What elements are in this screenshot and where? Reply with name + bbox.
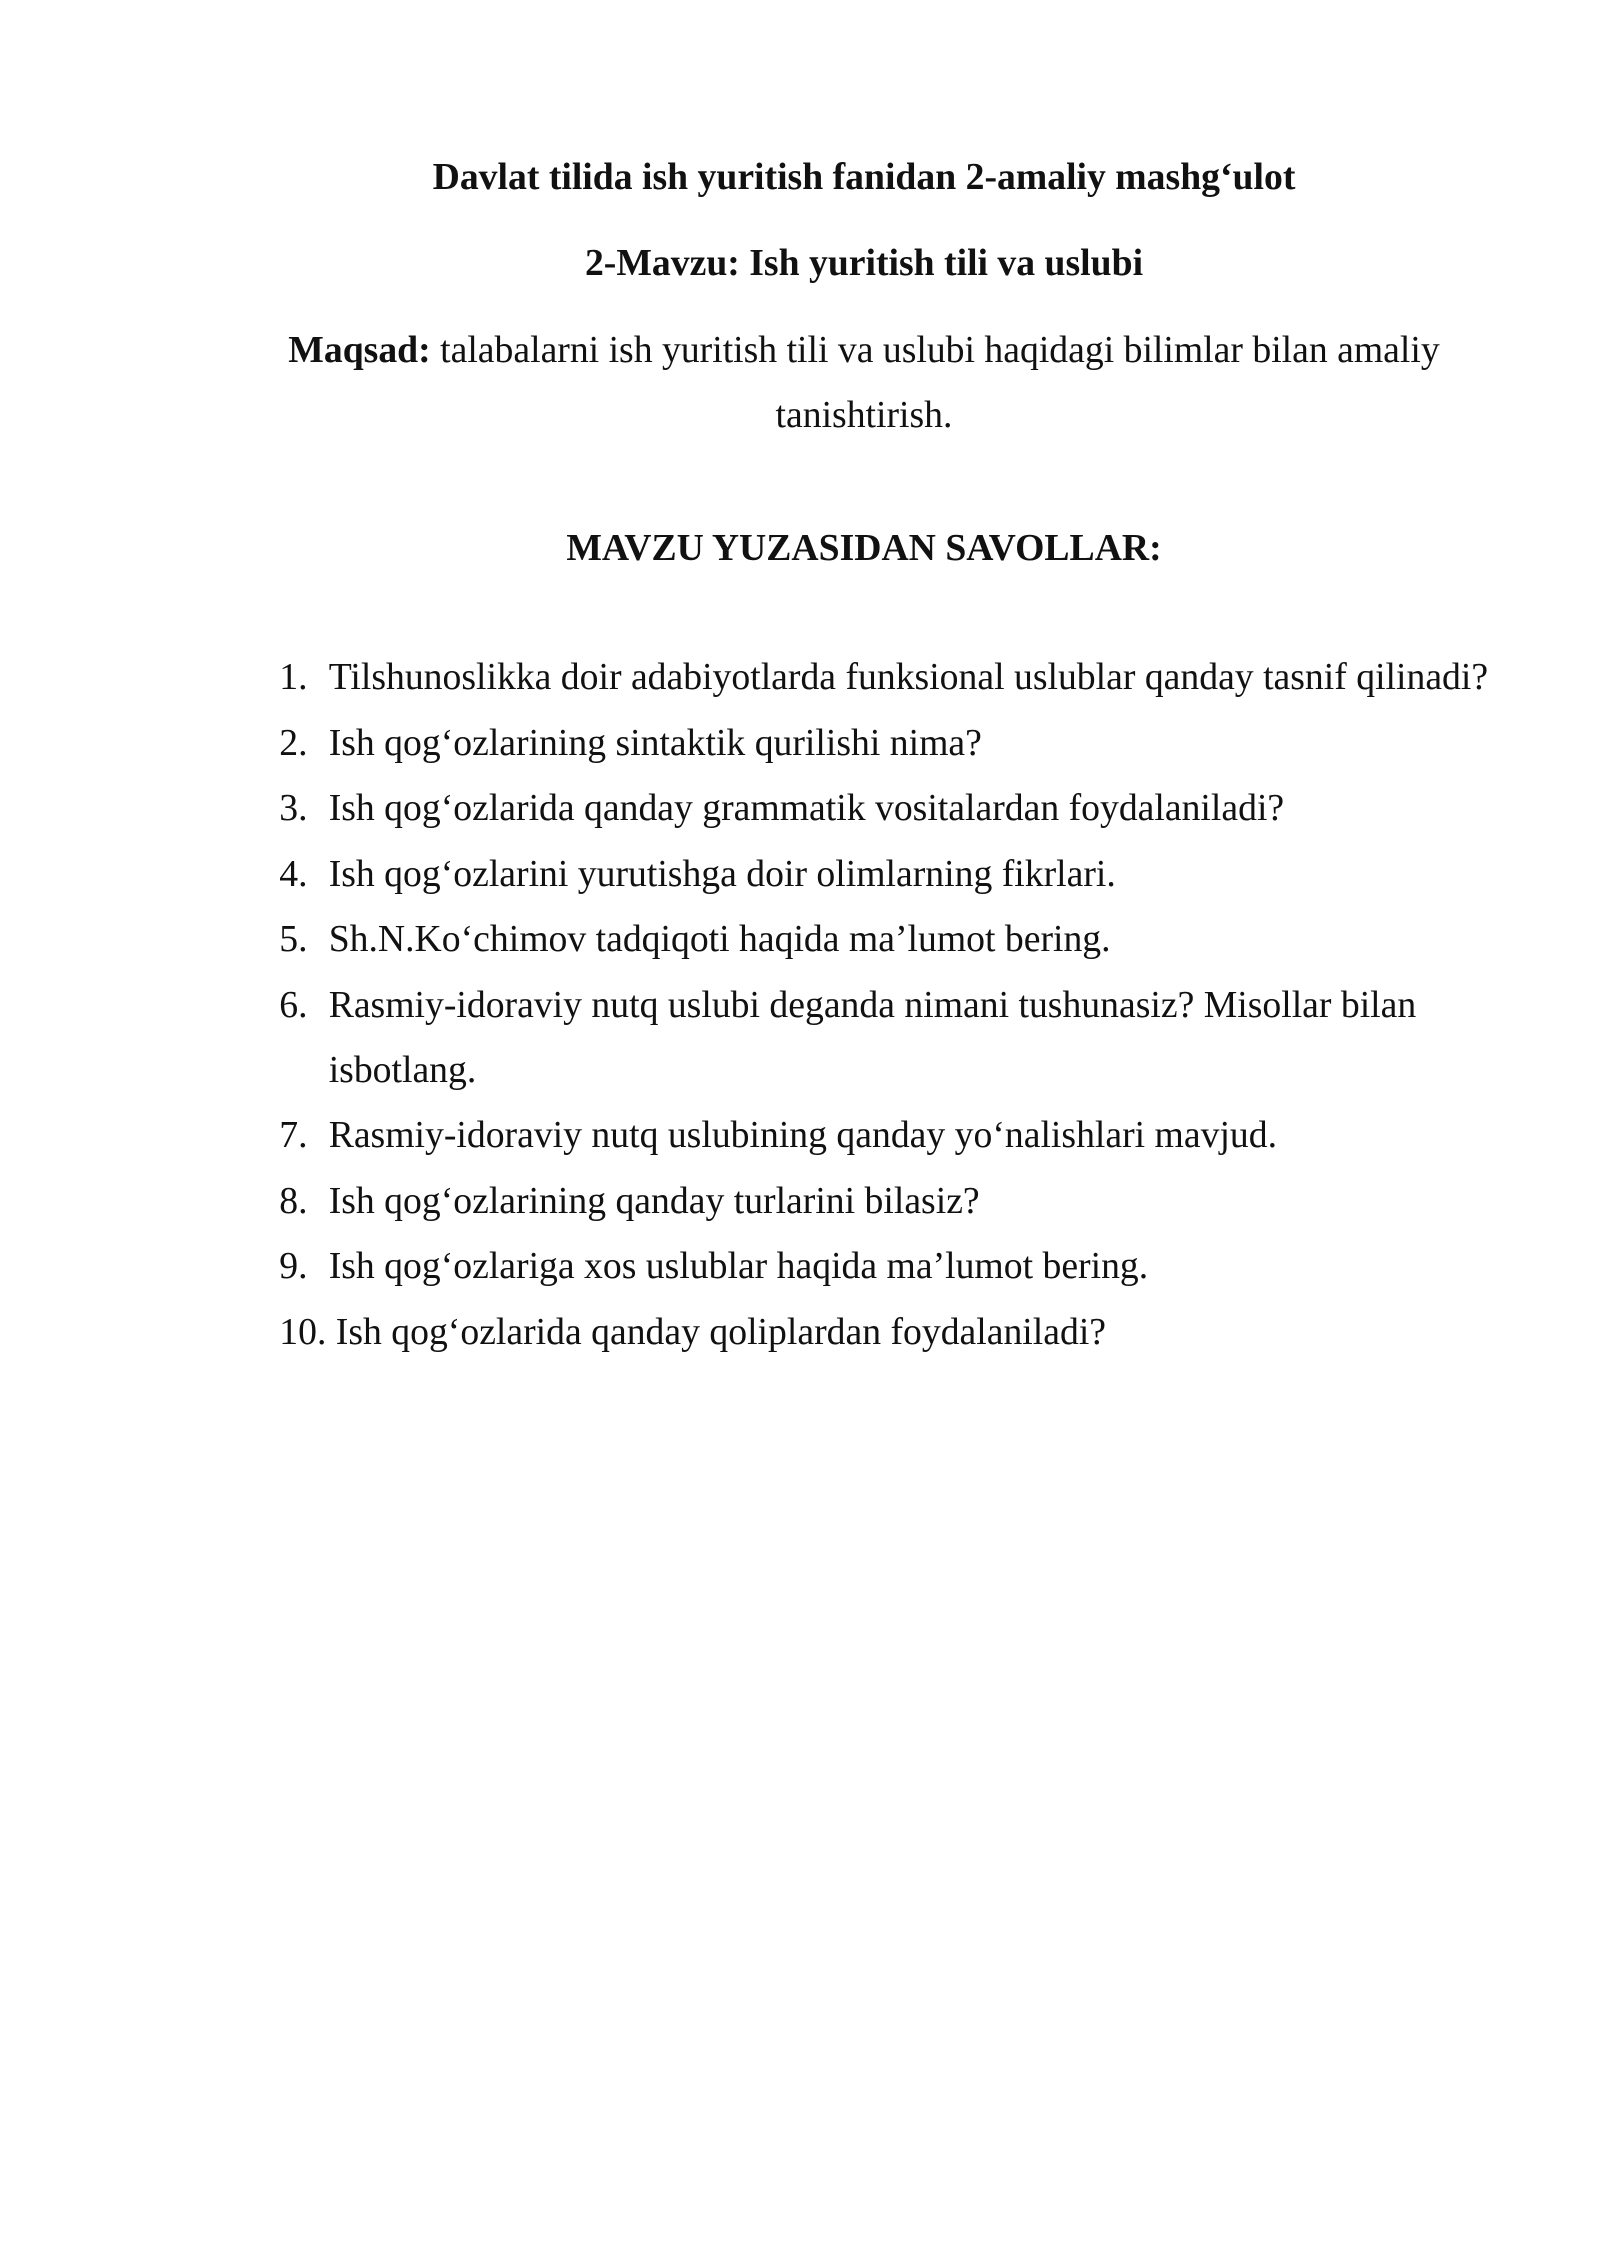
question-item [279,1300,1534,1365]
question-text: Ish qog‘ozlarida qanday qoliplardan foydalaniladi? [335,1310,1107,1353]
document-title: Davlat tilida ish yuritish fanidan 2-amaliy mashg‘ulot [432,155,1296,198]
question-item [279,1169,1534,1234]
question-item [279,973,1534,1104]
question-item [279,645,1534,710]
document-body [236,0,1492,1365]
question-item [279,842,1534,907]
question-item [279,1103,1534,1168]
question-text: Ish qog‘ozlarini yurutishga doir olimlarning fikrlari. [328,852,1116,895]
question-text: Ish qog‘ozlarida qanday grammatik vositalardan foydalaniladi? [328,787,1285,830]
question-item [279,776,1534,841]
question-text: Ish qog‘ozlarining qanday turlarini bilasiz? [328,1179,980,1222]
question-text: Rasmiy-idoraviy nutq uslubining qanday yo‘nalishlari mavjud. [328,1114,1278,1157]
questions-heading: MAVZU YUZASIDAN SAVOLLAR: [566,526,1162,569]
question-item [279,711,1534,776]
question-number: 1. [279,656,308,699]
goal-label: Maqsad: [288,328,431,371]
question-number: 8. [279,1179,308,1222]
question-text: Ish qog‘ozlariga xos uslublar haqida ma’lumot bering. [328,1245,1149,1288]
question-text: Ish qog‘ozlarining sintaktik qurilishi nima? [328,721,982,764]
goal-paragraph [236,318,1492,449]
question-number: 6. [279,983,308,1026]
question-number: 4. [279,852,308,895]
question-number: 7. [279,1114,308,1157]
question-text: Tilshunoslikka doir adabiyotlarda funksional uslublar qanday tasnif qilinadi? [328,656,1489,699]
question-text: Sh.N.Ko‘chimov tadqiqoti haqida ma’lumot bering. [328,918,1111,961]
topic-title: 2-Mavzu: Ish yuritish tili va uslubi [584,241,1144,284]
question-text: Rasmiy-idoraviy nutq uslubi deganda nimani tushunasiz? Misollar bilan isbotlang. [328,983,1417,1091]
questions-list [279,645,1534,1365]
question-number: 9. [279,1245,308,1288]
question-number: 2. [279,721,308,764]
question-item [279,907,1534,972]
question-number: 3. [279,787,308,830]
question-number: 10. [279,1310,327,1353]
question-number: 5. [279,918,308,961]
goal-text: talabalarni ish yuritish tili va uslubi haqidagi bilimlar bilan amaliy tanishtirish. [440,328,1440,437]
question-item [279,1234,1534,1299]
